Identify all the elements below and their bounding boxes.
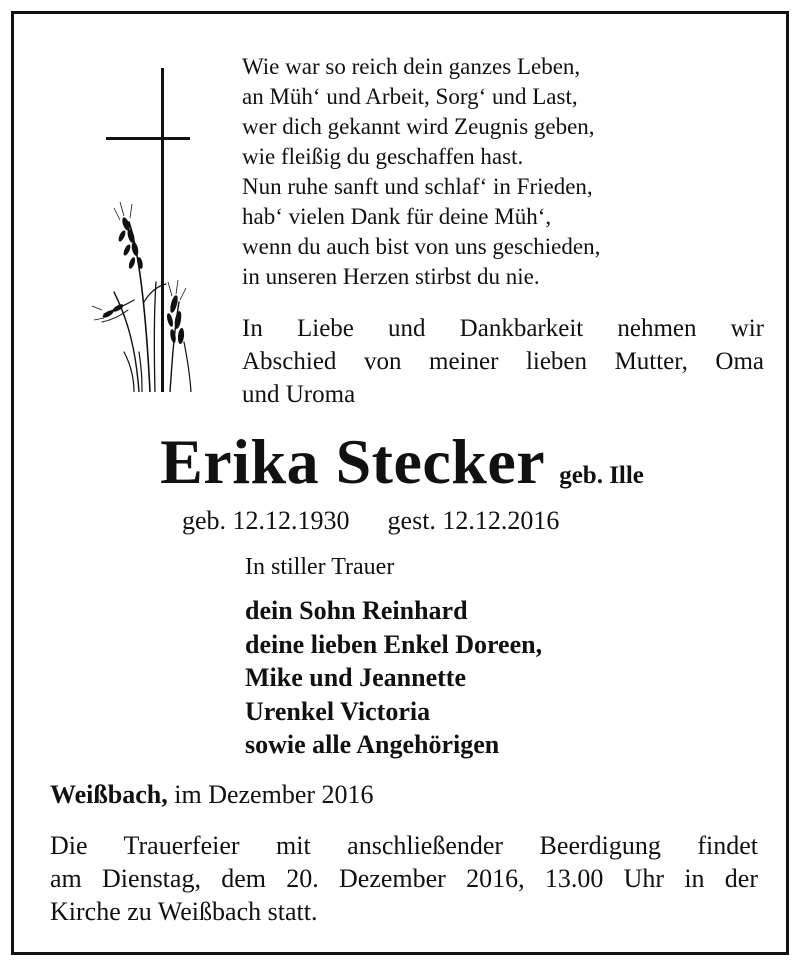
intro-line: und Uroma xyxy=(242,381,356,408)
mourner-line: Urenkel Victoria xyxy=(245,696,431,726)
place-date: im Dezember 2016 xyxy=(167,780,374,809)
poem-line: in unseren Herzen stirbst du nie. xyxy=(242,264,540,289)
cross-with-wheat-icon xyxy=(84,52,214,392)
poem-line: wer dich gekannt wird Zeugnis geben, xyxy=(242,114,595,139)
mourner-line: Mike und Jeannette xyxy=(245,663,466,692)
poem-line: an Müh‘ und Arbeit, Sorg‘ und Last, xyxy=(242,84,578,109)
place-town: Weißbach, xyxy=(50,780,168,809)
deceased-name: Erika Stecker xyxy=(160,426,546,497)
birth-date: geb. 12.12.1930 xyxy=(182,506,350,535)
mourners-list xyxy=(245,594,542,762)
mourner-line: dein Sohn Reinhard xyxy=(245,596,468,625)
deceased-name-line xyxy=(14,427,790,497)
death-date: gest. 12.12.2016 xyxy=(387,506,560,535)
mourner-line: sowie alle Angehörigen xyxy=(245,730,500,759)
poem-line: wenn du auch bist von uns geschieden, xyxy=(242,234,601,259)
service-line: Die Trauerfeier mit anschließender Beerdigung findet xyxy=(50,831,758,860)
poem xyxy=(242,52,762,292)
place-and-date xyxy=(50,778,374,812)
poem-line: Nun ruhe sanft und schlaf‘ in Frieden, xyxy=(242,174,593,199)
poem-line: wie fleißig du geschaffen hast. xyxy=(242,144,524,169)
service-line: am Dienstag, dem 20. Dezember 2016, 13.00 Uhr in der xyxy=(50,864,758,893)
mourner-line: deine lieben Enkel Doreen, xyxy=(245,629,543,659)
obituary-notice xyxy=(11,11,789,955)
intro-text xyxy=(242,312,764,411)
life-dates xyxy=(182,505,559,537)
intro-line: Abschied von meiner lieben Mutter, Oma xyxy=(242,348,764,375)
funeral-service-info xyxy=(50,829,758,928)
poem-line: Wie war so reich dein ganzes Leben, xyxy=(242,54,581,79)
mourning-heading: In stiller Trauer xyxy=(245,554,395,580)
poem-line: hab‘ vielen Dank für deine Müh‘, xyxy=(242,204,552,229)
service-line: Kirche zu Weißbach statt. xyxy=(50,897,318,926)
maiden-name: geb. Ille xyxy=(559,462,644,489)
intro-line: In Liebe und Dankbarkeit nehmen wir xyxy=(242,315,764,342)
